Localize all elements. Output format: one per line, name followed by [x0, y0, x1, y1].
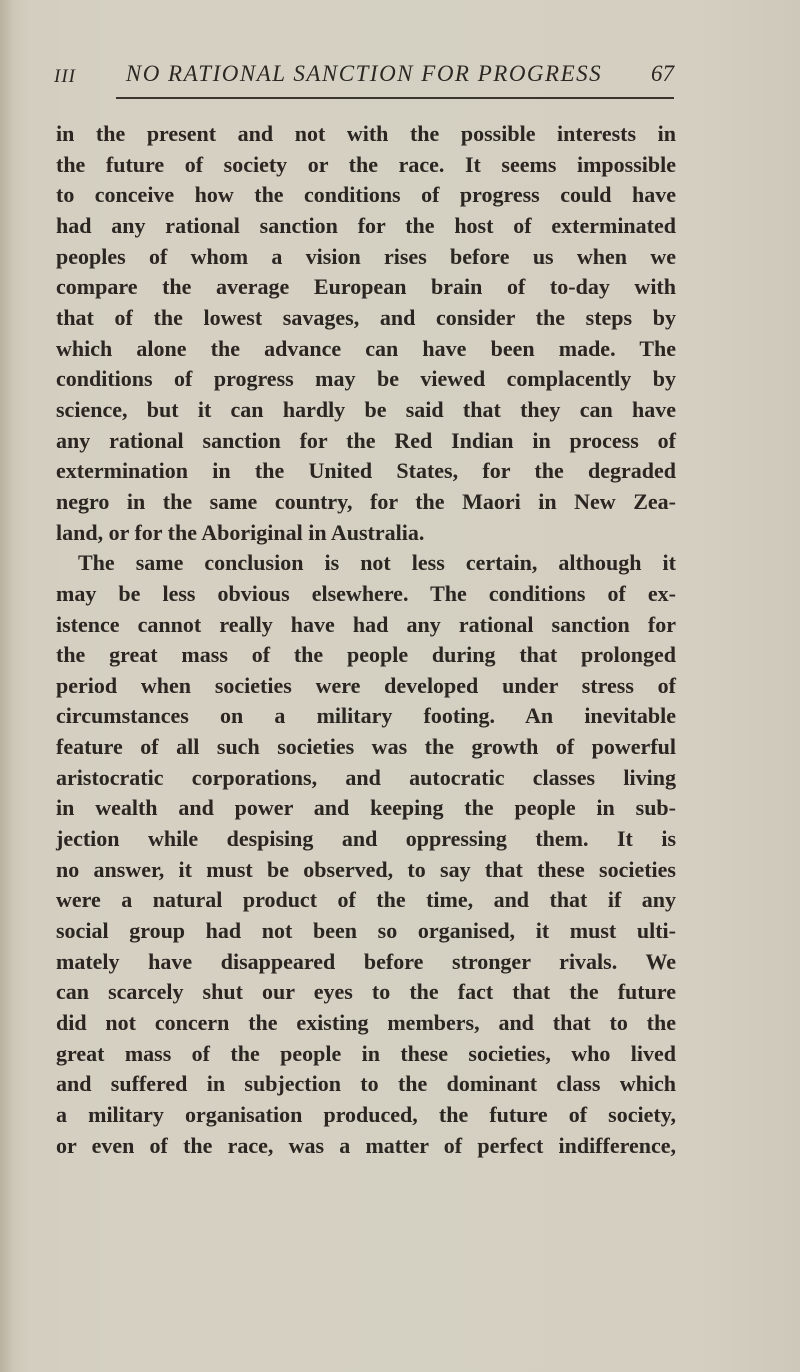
- text-line: feature of all such societies was the growth of powerful: [56, 734, 676, 760]
- text-line: peoples of whom a vision rises before us when we: [56, 243, 676, 269]
- spine-shadow: [0, 0, 14, 1372]
- running-head: [54, 58, 674, 92]
- text-line: period when societies were developed under stress of: [56, 672, 676, 698]
- text-line: did not concern the existing members, and that to the: [56, 1010, 676, 1036]
- text-line: social group had not been so organised, it must ulti-: [56, 918, 676, 944]
- text-line: aristocratic corporations, and autocratic classes living: [56, 764, 676, 790]
- text-line: no answer, it must be observed, to say that these societies: [56, 856, 676, 882]
- text-line: compare the average European brain of to-day with: [56, 274, 676, 300]
- text-line: and suffered in subjection to the dominant class which: [56, 1071, 676, 1097]
- text-line: or even of the race, was a matter of perfect indifference,: [56, 1132, 676, 1158]
- text-line: the future of society or the race. It seems impossible: [56, 151, 676, 177]
- text-line: istence cannot really have had any rational sanction for: [56, 611, 676, 637]
- text-line: were a natural product of the time, and that if any: [56, 887, 676, 913]
- text-line: conditions of progress may be viewed complacently by: [56, 366, 676, 392]
- chapter-number: III: [54, 66, 76, 87]
- text-line: in wealth and power and keeping the people in sub-: [56, 795, 676, 821]
- text-line: science, but it can hardly be said that they can have: [56, 396, 676, 422]
- text-line: The same conclusion is not less certain, although it: [78, 550, 676, 576]
- text-line: that of the lowest savages, and consider the steps by: [56, 304, 676, 330]
- text-line: any rational sanction for the Red Indian in process of: [56, 427, 676, 453]
- text-line: jection while despising and oppressing them. It is: [56, 826, 676, 852]
- running-title: NO RATIONAL SANCTION FOR PROGRESS: [125, 61, 603, 86]
- text-line: which alone the advance can have been made. The: [56, 335, 676, 361]
- text-line: circumstances on a military footing. An inevitable: [56, 703, 676, 729]
- text-line: the great mass of the people during that prolonged: [56, 642, 676, 668]
- text-line: extermination in the United States, for the degraded: [56, 458, 676, 484]
- text-line: great mass of the people in these societies, who lived: [56, 1040, 676, 1066]
- page-number: 67: [651, 61, 674, 86]
- text-line: negro in the same country, for the Maori in New Zea-: [56, 488, 676, 514]
- text-line: in the present and not with the possible interests in: [56, 121, 676, 146]
- text-line: may be less obvious elsewhere. The conditions of ex-: [56, 580, 676, 606]
- text-line: land, or for the Aboriginal in Australia.: [56, 519, 425, 545]
- text-line: can scarcely shut our eyes to the fact that the future: [56, 979, 676, 1005]
- body-text: [56, 119, 676, 1161]
- header-rule: [116, 97, 674, 99]
- text-line: mately have disappeared before stronger rivals. We: [56, 948, 676, 974]
- text-line: a military organisation produced, the future of society,: [56, 1102, 676, 1127]
- text-line: to conceive how the conditions of progress could have: [56, 182, 676, 208]
- text-line: had any rational sanction for the host of exterminated: [56, 212, 676, 238]
